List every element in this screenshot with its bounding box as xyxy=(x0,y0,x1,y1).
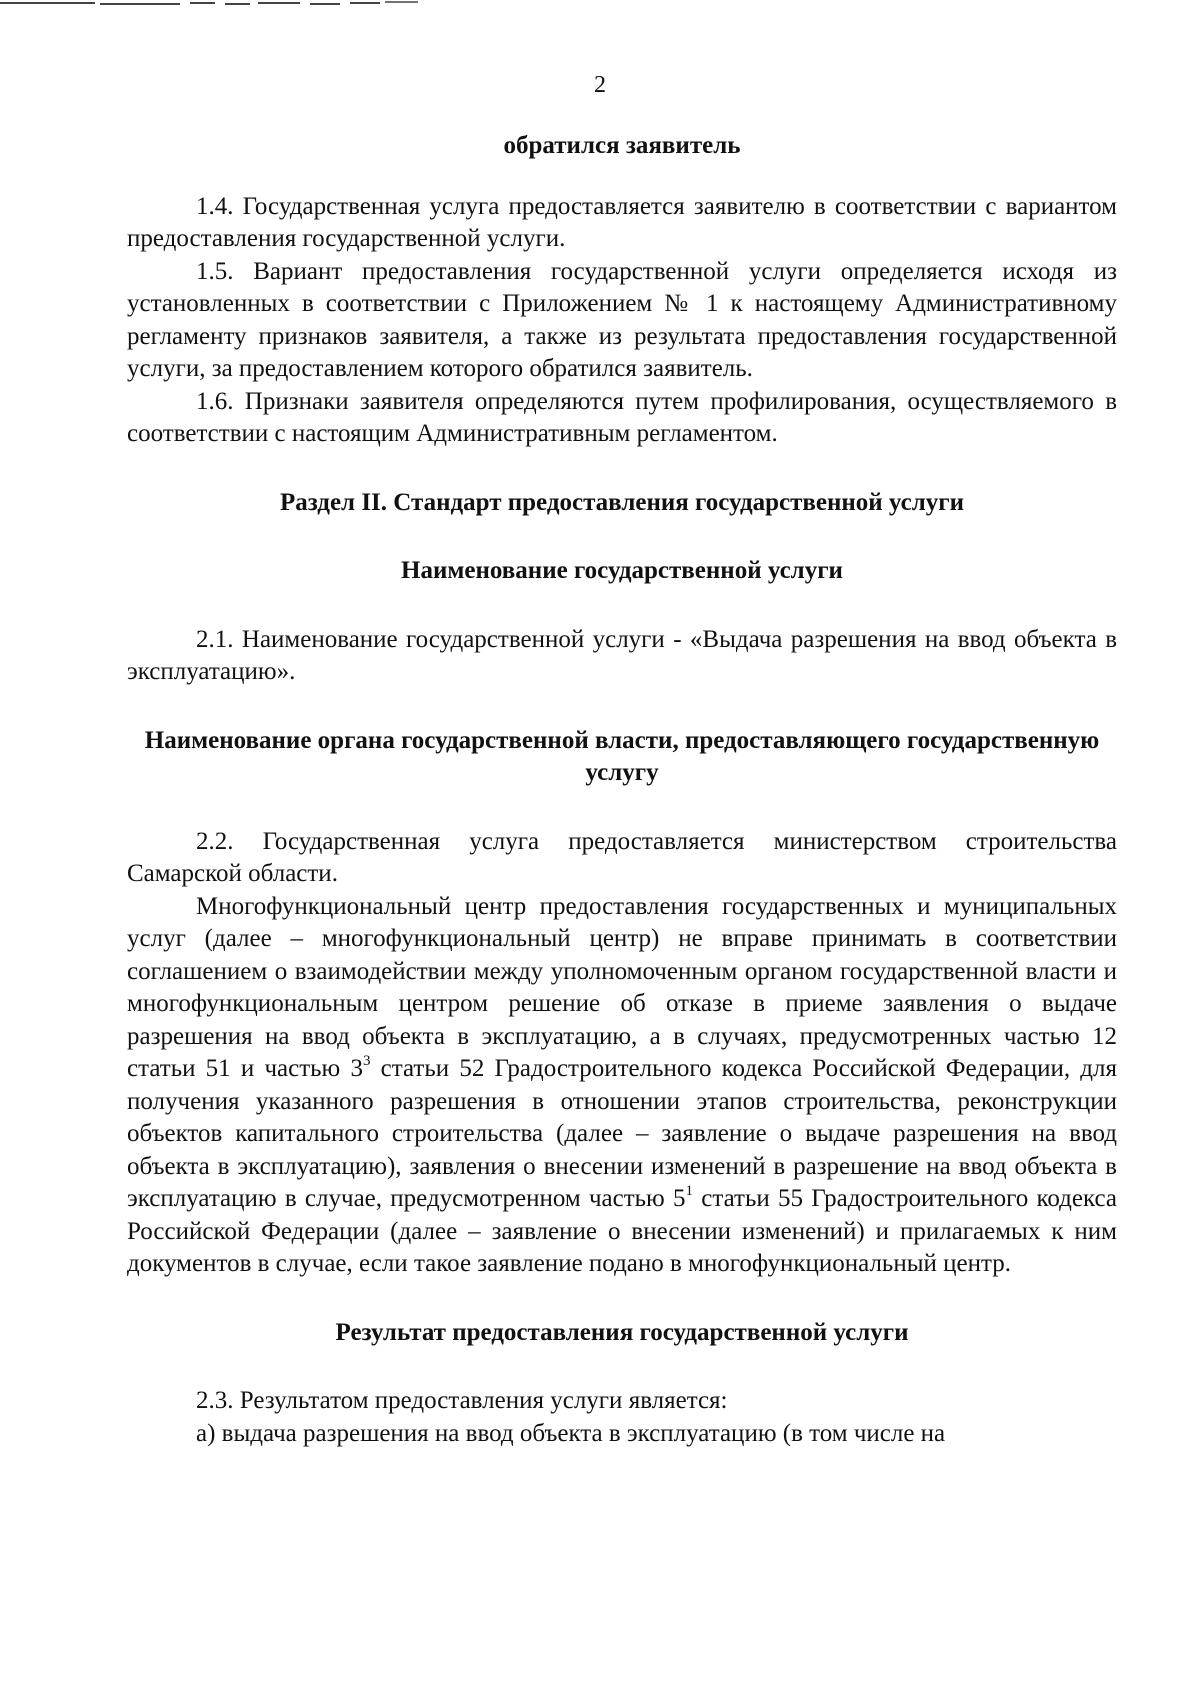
heading-result: Результат предоставления государственной услуги xyxy=(335,1318,909,1346)
heading-continuation: обратился заявитель xyxy=(503,132,741,159)
section-2-title: Раздел II. Стандарт предоставления государственной услуги xyxy=(279,488,965,516)
superscript-1: 1 xyxy=(685,1183,693,1199)
heading-service-name: Наименование государственной услуги xyxy=(401,557,843,584)
paragraph-mfc-part2: статьи 52 Градостроительного кодекса Российской Федерации, для получения указанного разрешения в отношении этапов строительства, реконструкции объектов капитального строительства (далее – заявление о выдаче разрешения на ввод объекта в эксплуатацию), заявления о внесении изменений в разрешение на ввод объекта в эксплуатацию в случае, предусмотренном частью 5 xyxy=(127,1055,1117,1212)
paragraph-1-4: 1.4. Государственная услуга предоставляется заявителю в соответствии с вариантом предоставления государственной услуги. xyxy=(127,192,1117,252)
paragraph-2-3: 2.3. Результатом предоставления услуги является: xyxy=(196,1387,728,1414)
paragraph-mfc-part3: статьи 55 Градостроительного кодекса Российской Федерации (далее – заявление о внесении изменений) и прилагаемых к ним документов в случае, если такое заявление подано в многофункциональный центр. xyxy=(127,1185,1117,1277)
paragraph-2-3-a: а) выдача разрешения на ввод объекта в эксплуатацию (в том числе на xyxy=(196,1419,946,1447)
scan-artifact-lines xyxy=(0,0,420,8)
page-number: 2 xyxy=(594,72,606,98)
document-body xyxy=(127,130,1117,1450)
paragraph-2-2: 2.2. Государственная услуга предоставляется министерством строительства Самарской области. xyxy=(127,827,1117,887)
paragraph-1-6: 1.6. Признаки заявителя определяются путем профилирования, осуществляемого в соответствии с настоящим Административным регламентом. xyxy=(127,387,1117,447)
paragraph-mfc-part1: Многофункциональный центр предоставления государственных и муниципальных услуг (далее – многофункциональный центр) не вправе принимать в соответствии соглашением о взаимодействии между уполномоченным органом государственной власти и многофункциональным центром решение об отказе в приеме заявления о выдаче разрешения на ввод объекта в эксплуатацию, а в случаях, предусмотренных частью 12 статьи 51 и частью 3 xyxy=(127,892,1117,1082)
heading-authority: Наименование органа государственной власти, предоставляющего государственную услугу xyxy=(144,726,1100,786)
paragraph-1-5: 1.5. Вариант предоставления государственной услуги определяется исходя из установленных в соответствии с Приложением № 1 к настоящему Административному регламенту признаков заявителя, а также из результата предоставления государственной услуги, за предоставлением которого обратился заявитель. xyxy=(127,257,1117,382)
superscript-3: 3 xyxy=(362,1053,371,1069)
paragraph-2-1: 2.1. Наименование государственной услуги - «Выдача разрешения на ввод объекта в эксплуатацию». xyxy=(127,625,1117,685)
paragraph-mfc xyxy=(127,891,1117,1281)
